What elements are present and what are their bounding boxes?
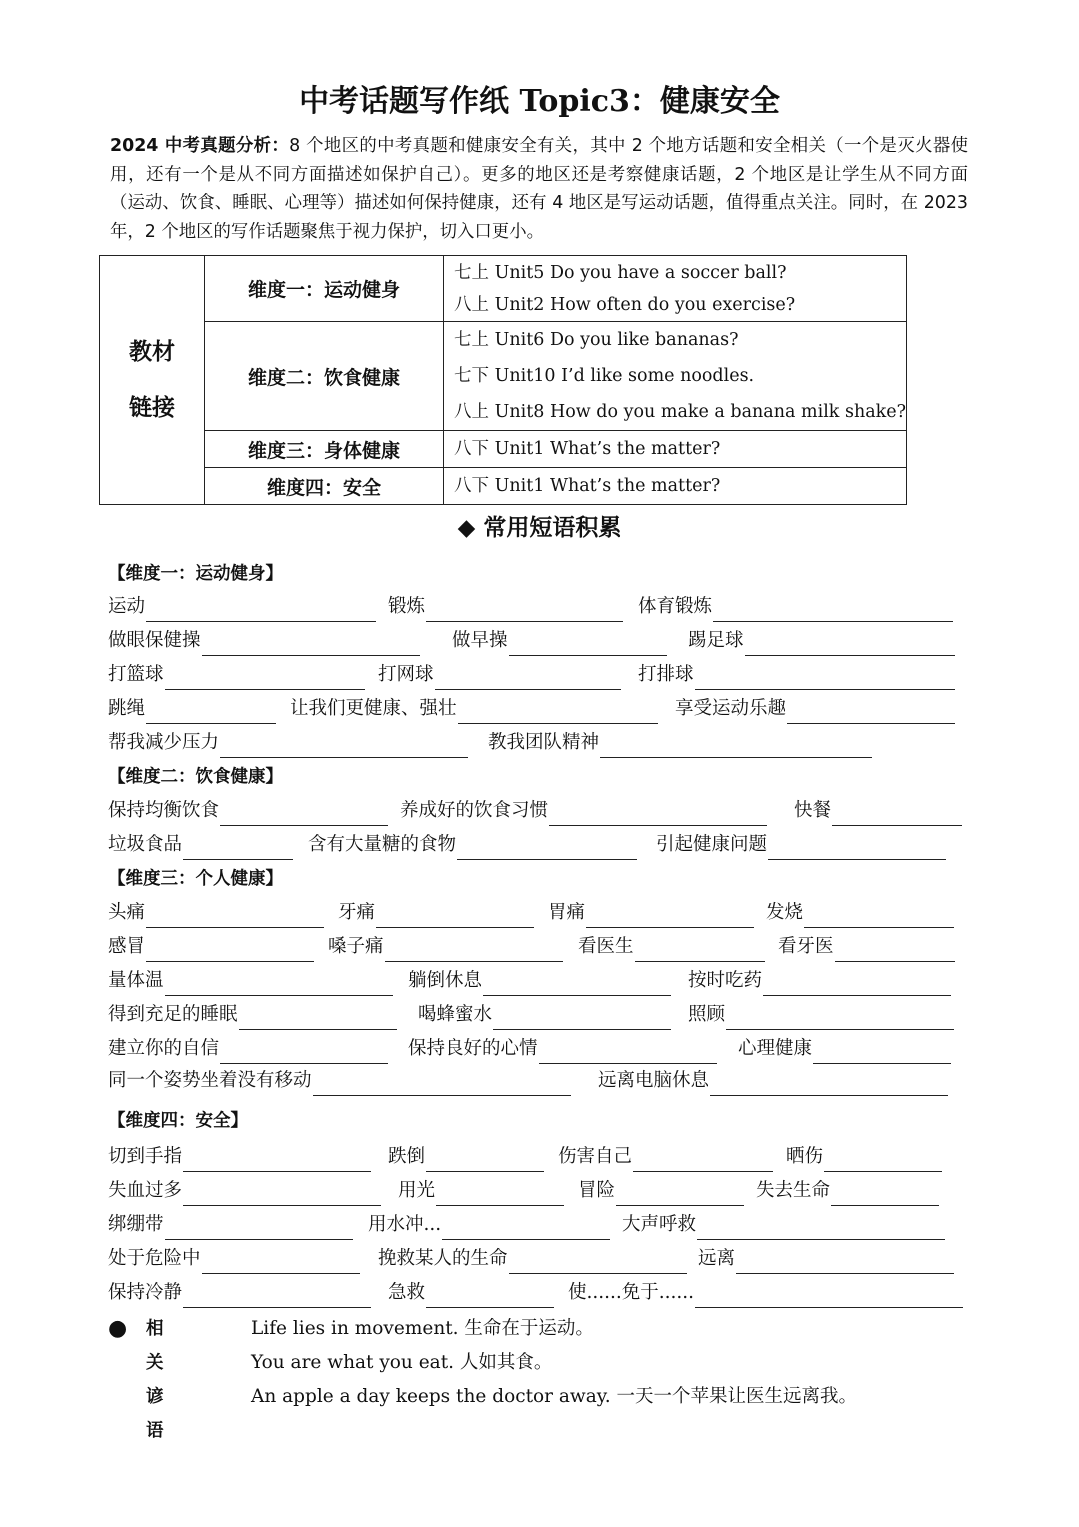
answer-blank[interactable]	[483, 971, 671, 996]
dimension-cell: 维度三：身体健康	[204, 431, 443, 468]
answer-blank[interactable]	[539, 1039, 717, 1064]
textbook-link-table	[99, 255, 907, 505]
unit-line: 七上 Unit6 Do you like bananas?	[454, 330, 739, 350]
answer-blank[interactable]	[202, 1249, 360, 1274]
answer-blank[interactable]	[426, 1283, 554, 1308]
phrase-label: 帮我减少压力	[108, 732, 220, 753]
answer-blank[interactable]	[220, 1039, 388, 1064]
phrase-label: 打排球	[638, 664, 694, 685]
answer-blank[interactable]	[745, 631, 955, 656]
units-cell	[444, 431, 907, 468]
phrase-label: 心理健康	[738, 1038, 813, 1059]
answer-blank[interactable]	[824, 1147, 942, 1172]
phrase-label: 教我团队精神	[488, 732, 600, 753]
answer-blank[interactable]	[376, 903, 534, 928]
answer-blank[interactable]	[426, 1147, 544, 1172]
phrase-label: 失去生命	[756, 1180, 831, 1201]
intro-text: 8 个地区的中考真题和健康安全有关，其中 2 个地方话题和安全相关（一个是灭火器使用，还有一个是从不同方面描述如保护自己）。更多的地区还是考察健康话题，2 个地区是让学生从不同方面（运动、饮食、睡眠、心理等）描述如何保持健康，还有 4 地区是写运动话题，值得重点关注。同时，在 2023 年，2 个地区的写作话题聚焦于视力保护，切入口更小。	[110, 136, 968, 242]
dimension-cell: 维度四：安全	[204, 468, 443, 505]
answer-blank[interactable]	[183, 835, 293, 860]
phrase-label: 打篮球	[108, 664, 164, 685]
intro-bold-prefix: 2024 中考真题分析：	[110, 136, 290, 156]
phrases-heading: ◆ 常用短语积累	[457, 514, 622, 541]
unit-line: 七下 Unit10 I’d like some noodles.	[454, 366, 755, 386]
answer-blank[interactable]	[220, 801, 388, 826]
phrase-label: 晒伤	[786, 1146, 824, 1167]
phrase-label: 胃痛	[548, 902, 586, 923]
phrase-label: 躺倒休息	[408, 970, 483, 991]
phrase-label: 远离	[698, 1248, 736, 1269]
answer-blank[interactable]	[813, 1039, 951, 1064]
phrase-label: 踢足球	[688, 630, 744, 651]
answer-blank[interactable]	[165, 665, 365, 690]
answer-blank[interactable]	[509, 631, 667, 656]
phrase-label: 快餐	[794, 800, 832, 821]
phrase-label: 垃圾食品	[108, 834, 183, 855]
phrase-label: 量体温	[108, 970, 164, 991]
answer-blank[interactable]	[458, 699, 658, 724]
phrase-label: 跳绳	[108, 698, 146, 719]
answer-blank[interactable]	[832, 801, 962, 826]
phrase-label: 冒险	[578, 1180, 616, 1201]
phrase-label: 做眼保健操	[108, 630, 201, 651]
section-heading: 【维度二：饮食健康】	[108, 767, 283, 787]
answer-blank[interactable]	[165, 971, 393, 996]
phrase-label: 打网球	[378, 664, 434, 685]
units-cell	[444, 468, 907, 505]
answer-blank[interactable]	[726, 1005, 954, 1030]
phrase-label: 用水冲...	[368, 1214, 442, 1235]
phrase-label: 牙痛	[338, 902, 376, 923]
phrase-label: 远离电脑休息	[598, 1070, 710, 1091]
dimension-cell: 维度一：运动健身	[204, 256, 443, 322]
answer-blank[interactable]	[146, 937, 314, 962]
phrase-label: 使......免于......	[568, 1282, 695, 1303]
phrase-label: 头痛	[108, 902, 146, 923]
phrase-label: 照顾	[688, 1004, 726, 1025]
units-cell	[444, 256, 907, 322]
answer-blank[interactable]	[442, 1215, 610, 1240]
answer-blank[interactable]	[763, 971, 951, 996]
answer-blank[interactable]	[736, 1249, 954, 1274]
left-label-line-1: 教材	[128, 338, 175, 365]
phrase-label: 伤害自己	[558, 1146, 633, 1167]
proverb-line: An apple a day keeps the doctor away. 一天一个苹果让医生远离我。	[251, 1386, 858, 1407]
answer-blank[interactable]	[313, 1071, 571, 1096]
answer-blank[interactable]	[509, 1249, 687, 1274]
answer-blank[interactable]	[426, 597, 623, 622]
bullet-icon: ●	[108, 1316, 128, 1341]
answer-blank[interactable]	[146, 699, 276, 724]
answer-blank[interactable]	[831, 1181, 939, 1206]
phrase-label: 发烧	[766, 902, 804, 923]
answer-blank[interactable]	[436, 1181, 564, 1206]
phrase-label: 引起健康问题	[656, 834, 768, 855]
phrase-label: 体育锻炼	[638, 596, 713, 617]
units-cell	[444, 322, 907, 431]
phrase-label: 看牙医	[778, 936, 834, 957]
answer-blank[interactable]	[713, 597, 953, 622]
answer-blank[interactable]	[385, 937, 563, 962]
phrase-label: 挽救某人的生命	[378, 1248, 508, 1269]
phrase-label: 保持均衡饮食	[108, 800, 220, 821]
section-heading: 【维度四：安全】	[108, 1111, 248, 1131]
answer-blank[interactable]	[146, 903, 324, 928]
unit-line: 七上 Unit5 Do you have a soccer ball?	[454, 262, 787, 283]
answer-blank[interactable]	[183, 1181, 381, 1206]
answer-blank[interactable]	[165, 1215, 353, 1240]
answer-blank[interactable]	[695, 665, 955, 690]
phrase-label: 做早操	[452, 630, 508, 651]
answer-blank[interactable]	[146, 597, 376, 622]
dimension-cell: 维度二：饮食健康	[204, 322, 443, 431]
intro-paragraph	[110, 132, 968, 246]
unit-line: 八上 Unit8 How do you make a banana milk shake?	[454, 402, 906, 422]
phrase-label: 用光	[398, 1180, 436, 1201]
section-heading: 【维度三：个人健康】	[108, 869, 283, 889]
phrase-label: 同一个姿势坐着没有移动	[108, 1070, 312, 1091]
answer-blank[interactable]	[435, 665, 621, 690]
answer-blank[interactable]	[457, 835, 637, 860]
proverbs-label: 相关谚语	[146, 1319, 164, 1441]
phrase-label: 保持良好的心情	[408, 1038, 538, 1059]
phrase-label: 运动	[108, 596, 146, 617]
proverb-line: You are what you eat. 人如其食。	[251, 1352, 553, 1373]
phrase-label: 保持冷静	[108, 1282, 183, 1303]
unit-line: 八上 Unit2 How often do you exercise?	[454, 294, 796, 315]
table-left-label	[100, 256, 205, 505]
answer-blank[interactable]	[804, 903, 954, 928]
answer-blank[interactable]	[697, 1215, 945, 1240]
answer-blank[interactable]	[493, 1005, 671, 1030]
phrase-label: 切到手指	[108, 1146, 183, 1167]
proverb-line: Life lies in movement. 生命在于运动。	[251, 1318, 594, 1339]
answer-blank[interactable]	[835, 937, 955, 962]
answer-blank[interactable]	[586, 903, 754, 928]
unit-line: 八下 Unit1 What’s the matter?	[454, 476, 721, 496]
phrase-label: 含有大量糖的食物	[308, 834, 457, 855]
unit-line: 八下 Unit1 What’s the matter?	[454, 439, 721, 459]
answer-blank[interactable]	[635, 937, 765, 962]
answer-blank[interactable]	[183, 1147, 371, 1172]
phrase-label: 建立你的自信	[108, 1038, 220, 1059]
phrase-label: 失血过多	[108, 1180, 183, 1201]
phrase-label: 急救	[388, 1282, 426, 1303]
phrase-label: 大声呼救	[622, 1214, 697, 1235]
phrase-label: 嗓子痛	[328, 936, 384, 957]
answer-blank[interactable]	[633, 1147, 773, 1172]
phrase-label: 看医生	[578, 936, 634, 957]
phrase-label: 让我们更健康、强壮	[290, 698, 457, 719]
phrase-label: 锻炼	[388, 596, 426, 617]
section-heading: 【维度一：运动健身】	[108, 564, 283, 584]
answer-blank[interactable]	[768, 835, 946, 860]
answer-blank[interactable]	[710, 1071, 948, 1096]
phrase-label: 喝蜂蜜水	[418, 1004, 493, 1025]
phrase-label: 感冒	[108, 936, 146, 957]
answer-blank[interactable]	[220, 733, 468, 758]
phrase-label: 享受运动乐趣	[675, 698, 787, 719]
answer-blank[interactable]	[549, 801, 767, 826]
answer-blank[interactable]	[202, 631, 420, 656]
answer-blank[interactable]	[239, 1005, 397, 1030]
phrase-label: 处于危险中	[108, 1248, 201, 1269]
phrase-label: 绑绷带	[108, 1214, 164, 1235]
answer-blank[interactable]	[183, 1283, 371, 1308]
phrase-label: 养成好的饮食习惯	[400, 800, 549, 821]
answer-blank[interactable]	[616, 1181, 744, 1206]
answer-blank[interactable]	[787, 699, 955, 724]
answer-blank[interactable]	[600, 733, 872, 758]
phrase-label: 得到充足的睡眠	[108, 1004, 238, 1025]
left-label-line-2: 链接	[128, 394, 175, 421]
phrase-label: 跌倒	[388, 1146, 426, 1167]
page-title: 中考话题写作纸 Topic3：健康安全	[299, 84, 780, 119]
answer-blank[interactable]	[695, 1283, 963, 1308]
phrase-label: 按时吃药	[688, 970, 763, 991]
